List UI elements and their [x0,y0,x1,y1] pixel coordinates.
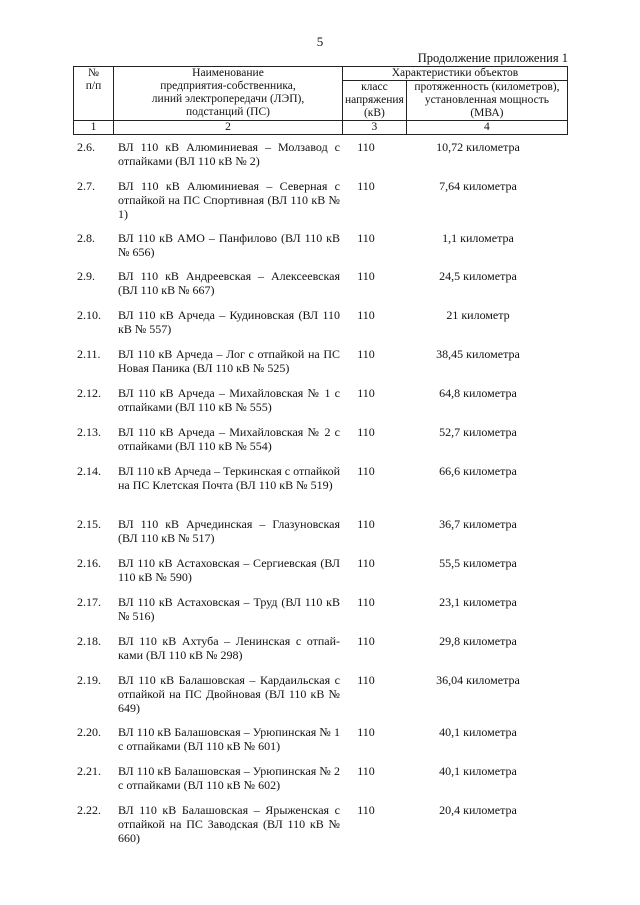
row-length: 23,1 километра [439,595,517,609]
row-voltage: 110 [357,464,375,478]
row-voltage: 110 [357,634,375,648]
header-voltage: класс напряжения (кВ) [343,81,407,121]
row-name: ВЛ 110 кВ Арчеда – Лог с отпайкой на ПС Новая Паника (ВЛ 110 кВ № 525) [118,347,340,375]
header-index-4: 4 [406,121,567,135]
row-length: 24,5 километра [439,269,517,283]
row-name: ВЛ 110 кВ Арчединская – Глазуновская (ВЛ 110 кВ № 517) [118,517,340,545]
row-number: 2.11. [77,347,101,361]
row-voltage: 110 [357,140,375,154]
header-length: протяженность (километров), установленная мощность (МВА) [406,81,567,121]
appendix-caption: Продолжение приложения 1 [417,51,568,65]
row-number: 2.15. [77,517,101,531]
row-name: ВЛ 110 кВ АМО – Панфилово (ВЛ 110 кВ № 656) [118,231,340,259]
row-number: 2.16. [77,556,101,570]
row-name: ВЛ 110 кВ Алюминиевая – Молзавод с отпайками (ВЛ 110 кВ № 2) [118,140,340,168]
header-index-2: 2 [114,121,343,135]
row-length: 7,64 километра [439,179,517,193]
row-number: 2.13. [77,425,101,439]
header-index-3: 3 [343,121,407,135]
row-voltage: 110 [357,764,375,778]
row-name: ВЛ 110 кВ Балашовская – Урюпинская № 2 с отпайками (ВЛ 110 кВ № 602) [118,764,340,792]
row-number: 2.9. [77,269,95,283]
row-voltage: 110 [357,803,375,817]
row-name: ВЛ 110 кВ Арчеда – Михайловская № 2 с отпайками (ВЛ 110 кВ № 554) [118,425,340,453]
row-name: ВЛ 110 кВ Астаховская – Труд (ВЛ 110 кВ № 516) [118,595,340,623]
header-num: № п/п [74,67,114,121]
row-number: 2.7. [77,179,95,193]
row-voltage: 110 [357,179,375,193]
row-number: 2.10. [77,308,101,322]
row-name: ВЛ 110 кВ Алюминиевая – Северная с отпайкой на ПС Спортивная (ВЛ 110 кВ № 1) [118,179,340,221]
row-number: 2.6. [77,140,95,154]
row-number: 2.21. [77,764,101,778]
row-length: 29,8 километра [439,634,517,648]
row-length: 52,7 километра [439,425,517,439]
row-name: ВЛ 110 кВ Астаховская – Сергиевская (ВЛ 110 кВ № 590) [118,556,340,584]
row-number: 2.22. [77,803,101,817]
row-length: 21 километр [446,308,510,322]
row-length: 20,4 километра [439,803,517,817]
row-voltage: 110 [357,386,375,400]
page-number: 5 [316,34,324,49]
row-name: ВЛ 110 кВ Балашовская – Урюпинская № 1 с отпайками (ВЛ 110 кВ № 601) [118,725,340,753]
row-length: 10,72 километра [436,140,520,154]
row-voltage: 110 [357,231,375,245]
row-length: 36,04 километра [436,673,520,687]
row-length: 38,45 километра [436,347,520,361]
row-length: 40,1 километра [439,764,517,778]
row-name: ВЛ 110 кВ Балашовская – Кардаильская с отпайкой на ПС Двойновая (ВЛ 110 кВ № 649) [118,673,340,715]
row-length: 55,5 километра [439,556,517,570]
header-index-1: 1 [74,121,114,135]
header-name: Наименование предприятия-собственника, линий электропередачи (ЛЭП), подстанций (ПС) [114,67,343,121]
row-number: 2.12. [77,386,101,400]
row-name: ВЛ 110 кВ Балашовская – Ярыженская с отпайкой на ПС Заводская (ВЛ 110 кВ № 660) [118,803,340,845]
row-name: ВЛ 110 кВ Андреевская – Алексеевская (ВЛ 110 кВ № 667) [118,269,340,297]
row-voltage: 110 [357,673,375,687]
row-name: ВЛ 110 кВ Арчеда – Михайловская № 1 с отпайками (ВЛ 110 кВ № 555) [118,386,340,414]
row-voltage: 110 [357,269,375,283]
row-length: 40,1 километра [439,725,517,739]
row-number: 2.20. [77,725,101,739]
row-length: 64,8 километра [439,386,517,400]
row-number: 2.18. [77,634,101,648]
row-length: 1,1 километра [442,231,514,245]
row-name: ВЛ 110 кВ Арчеда – Теркинская с отпайкой на ПС Клетская Почта (ВЛ 110 кВ № 519) [118,464,340,492]
row-number: 2.17. [77,595,101,609]
header-characteristics: Характеристики объектов [343,67,568,81]
row-voltage: 110 [357,308,375,322]
row-name: ВЛ 110 кВ Арчеда – Кудиновская (ВЛ 110 кВ № 557) [118,308,340,336]
row-name: ВЛ 110 кВ Ахтуба – Ленинская с отпай-ками (ВЛ 110 кВ № 298) [118,634,340,662]
row-voltage: 110 [357,347,375,361]
row-length: 36,7 километра [439,517,517,531]
table-header [73,66,568,135]
row-voltage: 110 [357,595,375,609]
row-voltage: 110 [357,556,375,570]
row-voltage: 110 [357,725,375,739]
row-length: 66,6 километра [439,464,517,478]
row-number: 2.14. [77,464,101,478]
row-voltage: 110 [357,425,375,439]
row-voltage: 110 [357,517,375,531]
row-number: 2.19. [77,673,101,687]
row-number: 2.8. [77,231,95,245]
